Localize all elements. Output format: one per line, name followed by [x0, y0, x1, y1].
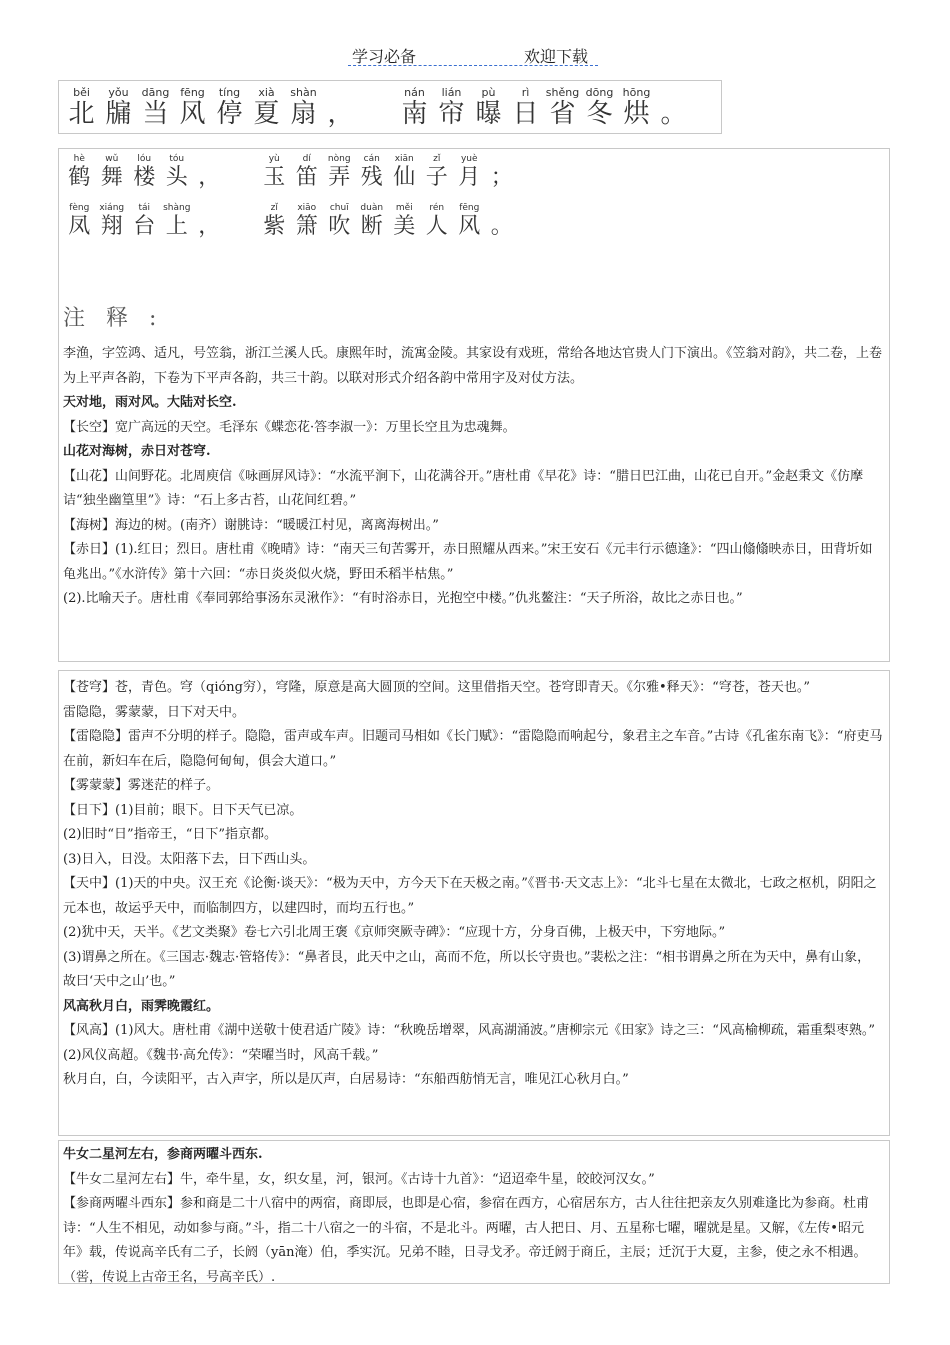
pinyin: cán — [363, 154, 380, 164]
note-paragraph: 【天中】(1)天的中央。汉王充《论衡·谈天》：“极为天中，方今天下在天极之南。”《晋书·天文志上》：“北斗七星在太微北，七政之枢机，阴阳之元本也，故运乎天中，而临制四方，以建四时，而均五行也。” — [63, 876, 877, 916]
hanzi: ， — [198, 165, 221, 190]
hanzi: 箫 — [295, 214, 318, 239]
hanzi: 断 — [360, 214, 383, 239]
hanzi: 北 — [68, 99, 95, 129]
pinyin: shàng — [163, 203, 191, 213]
pinyin: rì — [521, 86, 530, 99]
pinyin-char — [388, 155, 421, 189]
hanzi: 仙 — [393, 165, 416, 190]
pinyin: nán — [404, 86, 425, 99]
pinyin-char — [226, 186, 259, 189]
pinyin-char — [193, 213, 226, 238]
pinyin-char — [63, 87, 100, 127]
pinyin-char — [388, 204, 421, 238]
pinyin-char — [544, 87, 581, 127]
pinyin-char — [128, 204, 161, 238]
pinyin: shàn — [290, 86, 317, 99]
notes-box-3 — [58, 1140, 890, 1284]
pinyin: yù — [268, 154, 280, 164]
pinyin: wǔ — [105, 154, 119, 164]
note-paragraph: 【海树】海边的树。(南齐）谢朓诗：“暖暖江村见，离离海树出。” — [63, 517, 439, 533]
pinyin-char — [486, 164, 519, 189]
pinyin-char — [421, 204, 454, 238]
pinyin-char — [258, 204, 291, 238]
note-paragraph: (3)日入，日没。太阳落下去，日下西山头。 — [63, 851, 316, 867]
hanzi: 上 — [165, 214, 188, 239]
pinyin: duàn — [360, 203, 384, 213]
pinyin: fèng — [69, 203, 90, 213]
hanzi: 帘 — [438, 99, 465, 129]
note-paragraph: (2)风仪高超。《魏书·高允传》：“荣曜当时，风高千载。” — [63, 1047, 379, 1063]
pinyin-char — [63, 155, 96, 189]
page-header — [352, 44, 589, 67]
verse-line: 天对地，雨对风。大陆对长空. — [63, 395, 237, 410]
pinyin-char — [291, 204, 324, 238]
hanzi: 。 — [490, 214, 513, 239]
note-paragraph: (2)旧时“日”指帝王，“日下”指京都。 — [63, 827, 277, 842]
note-paragraph: 【参商两曜斗西东】参和商是二十八宿中的两宿，商即辰，也即是心宿，参宿在西方，心宿居东方，古人往往把亲友久别难逢比为参商。杜甫诗：“人生不相见，动如参与商。”斗，指二十八宿之一的斗宿，不是北斗。两曜，古人把日、月、五星称七曜，曜就是星。又解，《左传•昭元年》载，传说高辛氏有二子，长阏（yān淹）伯，季实沉。兄弟不睦，日寻戈矛。帝迁阏于商丘，主辰；迁沉于大夏，主参，使之永不相遇。（喾，传说上古帝王名，号高辛氏）. — [63, 1196, 870, 1285]
note-paragraph: 【长空】宽广高远的天空。毛泽东《蝶恋花·答李淑一》：万里长空且为忠魂舞。 — [63, 419, 516, 435]
pinyin-char — [258, 155, 291, 189]
note-paragraph: 【风高】(1)风大。唐杜甫《湖中送敬十使君适广陵》诗：“秋晚岳增翠，风高湖涌波。”唐柳宗元《田家》诗之三：“风高榆柳疏，霜重梨枣熟。” — [63, 1023, 875, 1038]
couplet-line — [63, 204, 518, 238]
hanzi: 笛 — [295, 165, 318, 190]
pinyin: rén — [429, 203, 445, 213]
pinyin: nòng — [327, 154, 351, 164]
hanzi: ， — [327, 99, 354, 129]
pinyin-char — [356, 204, 389, 238]
pinyin-char — [96, 204, 129, 238]
pinyin: yuè — [460, 154, 478, 164]
pinyin: xià — [258, 86, 275, 99]
note-title: 注 释 : — [63, 306, 164, 331]
hanzi: 扇 — [290, 99, 317, 129]
notes-section-2 — [63, 676, 883, 1093]
pinyin-char — [193, 164, 226, 189]
pinyin-char — [433, 87, 470, 127]
notes-section-1 — [63, 342, 883, 612]
header-right-text: 欢迎下载 — [524, 47, 589, 66]
hanzi: 曝 — [475, 99, 502, 129]
hanzi: 省 — [549, 99, 576, 129]
hanzi: 美 — [393, 214, 416, 239]
pinyin: tíng — [218, 86, 241, 99]
pinyin: shěng — [545, 86, 580, 99]
hanzi: 玉 — [263, 165, 286, 190]
hanzi: 停 — [216, 99, 243, 129]
pinyin-char — [161, 155, 194, 189]
pinyin: xiān — [394, 154, 414, 164]
hanzi: 紫 — [263, 214, 286, 239]
hanzi: 。 — [660, 99, 687, 129]
hanzi: 当 — [142, 99, 169, 129]
pinyin: dí — [302, 154, 311, 164]
pinyin: dāng — [141, 86, 170, 99]
pinyin-char — [137, 87, 174, 127]
notes-section-3 — [63, 1143, 883, 1290]
hanzi: 南 — [401, 99, 428, 129]
pinyin-char — [285, 87, 322, 127]
hanzi: 月 — [458, 165, 481, 190]
pinyin: lóu — [137, 154, 152, 164]
pinyin: hè — [73, 154, 85, 164]
pinyin: měi — [395, 203, 413, 213]
pinyin-char — [323, 155, 356, 189]
pinyin: fēng — [459, 203, 480, 213]
note-paragraph: 【雷隐隐】雷声不分明的样子。隐隐，雷声或车声。旧题司马相如《长门赋》：“雷隐隐而响起兮，象君主之车音。”古诗《孔雀东南飞》：“府吏马在前，新妇车在后，隐隐何甸甸，俱会大道口。” — [63, 729, 883, 769]
hanzi: 人 — [425, 214, 448, 239]
pinyin: tái — [138, 203, 151, 213]
note-paragraph: 李渔，字笠鸿、适凡，号笠翁，浙江兰溪人氏。康熙年时，流寓金陵。其家设有戏班，常给各地达官贵人门下演出。《笠翁对韵》，共二卷，上卷为上平声各韵，下卷为下平声各韵，共三十韵。以联对形式介绍各韵中常用字及对仗方法。 — [63, 346, 883, 386]
note-paragraph: 【牛女二星河左右】牛，牵牛星，女，织女星，河，银河。《古诗十九首》：“迢迢牵牛星，皎皎河汉女。” — [63, 1171, 655, 1187]
pinyin: běi — [73, 86, 90, 99]
pinyin: hōng — [622, 86, 651, 99]
couplet-notes-box — [58, 148, 890, 662]
hanzi: 烘 — [623, 99, 650, 129]
note-paragraph: (2)犹中天，天半。《艺文类聚》卷七六引北周王褒《京师突厥寺碑》：“应现十方，分身百佛，上极天中，下穷地际。” — [63, 925, 726, 940]
pinyin-char — [356, 155, 389, 189]
note-paragraph: 雷隐隐，雾蒙蒙，日下对天中。 — [63, 704, 246, 720]
hanzi: 头 — [165, 165, 188, 190]
pinyin-char — [100, 87, 137, 127]
hanzi: ； — [490, 165, 513, 190]
header-underline — [348, 65, 598, 66]
pinyin-char — [618, 87, 655, 127]
hanzi: 楼 — [133, 165, 156, 190]
note-paragraph: (2).比喻天子。唐杜甫《奉同郭给事汤东灵湫作》：“有时浴赤日，光抱空中楼。”仇兆鳌注：“天子所浴，故比之赤日也。” — [63, 591, 743, 606]
pinyin-char — [396, 87, 433, 127]
pinyin-char — [453, 204, 486, 238]
note-paragraph: (3)谓鼻之所在。《三国志·魏志·管辂传》：“鼻者艮，此天中之山，高而不危，所以长守贵也。”裴松之注：“相书谓鼻之所在为天中，鼻有山象，故曰‘天中之山’也。” — [63, 949, 871, 989]
pinyin: dōng — [585, 86, 614, 99]
pinyin-char — [96, 155, 129, 189]
pinyin: chuī — [329, 203, 349, 213]
pinyin-char — [581, 87, 618, 127]
pinyin-char — [507, 87, 544, 127]
hanzi: 牖 — [105, 99, 132, 129]
pinyin-char — [421, 155, 454, 189]
hanzi: 残 — [360, 165, 383, 190]
pinyin: yǒu — [108, 86, 129, 99]
hanzi: 舞 — [100, 165, 123, 190]
hanzi: 子 — [425, 165, 448, 190]
pinyin: lián — [441, 86, 462, 99]
header-left-text: 学习必备 — [352, 47, 417, 66]
pinyin-char — [655, 98, 692, 127]
pinyin: zǐ — [433, 154, 441, 164]
couplet-line — [63, 155, 518, 189]
hanzi: 翔 — [100, 214, 123, 239]
pinyin-char — [486, 213, 519, 238]
hanzi: 日 — [512, 99, 539, 129]
pinyin-char — [323, 204, 356, 238]
note-paragraph: 【雾蒙蒙】雾迷茫的样子。 — [63, 778, 220, 793]
note-paragraph: 【山花】山间野花。北周庾信《咏画屏风诗》：“水流平涧下，山花满谷开。”唐杜甫《早花》诗：“腊日巴江曲，山花已自开。”金赵秉文《仿摩诘“独坐幽篁里”》诗：“石上多古苔，山花间红碧。” — [63, 468, 864, 508]
verse-line: 牛女二星河左右，参商两曜斗西东. — [63, 1147, 263, 1162]
hanzi: 风 — [179, 99, 206, 129]
note-paragraph: 【赤日】(1).红日；烈日。唐杜甫《晚晴》诗：“南天三旬苦雾开，赤日照耀从西来。”宋王安石《元丰行示德逢》：“四山翛翛映赤日，田背圻如龟兆出。”《水浒传》第十六回：“赤日炎炎似火烧，野田禾稻半枯焦。” — [63, 542, 873, 582]
hanzi: 吹 — [328, 214, 351, 239]
verse-line: 山花对海树，赤日对苍穹. — [63, 444, 211, 459]
pinyin-char — [453, 155, 486, 189]
hanzi: 台 — [133, 214, 156, 239]
hanzi: 凤 — [68, 214, 91, 239]
note-paragraph: 【日下】(1)目前；眼下。日下天气已凉。 — [63, 802, 303, 818]
notes-box-2 — [58, 670, 890, 1136]
verse-line: 风高秋月白，雨霁晚霞红。 — [63, 998, 220, 1014]
hanzi: 冬 — [586, 99, 613, 129]
pinyin-char — [322, 98, 359, 127]
pinyin: xiáng — [99, 203, 125, 213]
couplet-box-1 — [58, 80, 722, 134]
note-paragraph: 【苍穹】苍，青色。穹（qióng穷），穹隆，原意是高大圆顶的空间。这里借指天空。苍穹即青天。《尔雅•释天》：“穹苍，苍天也。” — [63, 680, 810, 695]
pinyin-char — [226, 235, 259, 238]
pinyin-char — [470, 87, 507, 127]
pinyin-char — [291, 155, 324, 189]
hanzi: 弄 — [328, 165, 351, 190]
pinyin-char — [211, 87, 248, 127]
couplet-line — [63, 87, 692, 127]
hanzi: ， — [198, 214, 221, 239]
pinyin-char — [161, 204, 194, 238]
hanzi: 夏 — [253, 99, 280, 129]
pinyin: tóu — [169, 154, 185, 164]
hanzi: 鹤 — [68, 165, 91, 190]
pinyin-char — [174, 87, 211, 127]
pinyin: zǐ — [270, 203, 278, 213]
pinyin-char — [248, 87, 285, 127]
note-paragraph: 秋月白，白，今读阳平，古入声字，所以是仄声，白居易诗：“东船西舫悄无言，唯见江心秋月白。” — [63, 1072, 629, 1087]
pinyin: pù — [481, 86, 496, 99]
hanzi: 风 — [458, 214, 481, 239]
pinyin-char — [63, 204, 96, 238]
pinyin: fēng — [180, 86, 205, 99]
pinyin: xiāo — [297, 203, 317, 213]
pinyin-char — [359, 124, 396, 127]
pinyin-char — [128, 155, 161, 189]
